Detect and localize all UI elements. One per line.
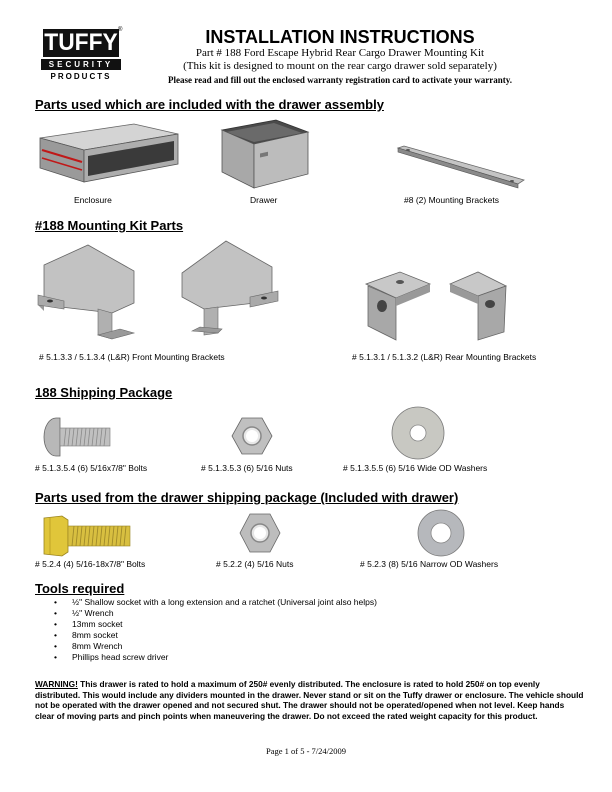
drawer-hex-nut-image	[238, 512, 282, 554]
mounting-bracket-8-image	[396, 144, 526, 190]
front-bracket-right-image	[180, 239, 280, 337]
note-line: (This kit is designed to mount on the rear cargo drawer sold separately)	[183, 60, 497, 72]
caption-front-brackets: # 5.1.3.3 / 5.1.3.4 (L&R) Front Mounting Brackets	[39, 352, 225, 362]
carriage-bolt-image	[42, 416, 114, 458]
caption-rear-brackets: # 5.1.3.1 / 5.1.3.2 (L&R) Rear Mounting Brackets	[352, 352, 537, 362]
list-item: • ½" Shallow socket with a long extension and a ratchet (Universal joint also helps)	[54, 597, 377, 608]
caption-mounting-brackets: #8 (2) Mounting Brackets	[404, 195, 499, 205]
hex-nut-image	[230, 416, 274, 456]
tuffy-logo	[41, 29, 121, 85]
logo-products: PRODUCTS	[50, 72, 112, 81]
hex-bolt-image	[42, 514, 132, 558]
caption-drawer-nuts: # 5.2.2 (4) 5/16 Nuts	[216, 559, 294, 569]
caption-shipping-washers: # 5.1.3.5.5 (6) 5/16 Wide OD Washers	[343, 463, 488, 473]
front-bracket-left-image	[36, 243, 136, 341]
logo-brand: TUFFY	[44, 29, 118, 56]
section-heading-shipping: 188 Shipping Package	[35, 385, 173, 400]
warranty-line: Please read and fill out the enclosed warranty registration card to activate your warranty.	[168, 75, 512, 85]
caption-drawer: Drawer	[250, 195, 278, 205]
caption-drawer-washers: # 5.2.3 (8) 5/16 Narrow OD Washers	[360, 559, 499, 569]
caption-shipping-bolts: # 5.1.3.5.4 (6) 5/16x7/8" Bolts	[35, 463, 148, 473]
tools-list	[54, 597, 377, 663]
enclosure-image	[38, 122, 180, 190]
list-item: • 8mm socket	[54, 630, 377, 641]
logo-registered-mark: ®	[118, 27, 123, 33]
rear-bracket-left-image	[360, 270, 434, 342]
section-heading-tools: Tools required	[35, 581, 125, 596]
list-item: • 13mm socket	[54, 619, 377, 630]
section-heading-included: Parts used which are included with the drawer assembly	[35, 97, 384, 112]
caption-shipping-nuts: # 5.1.3.5.3 (6) 5/16 Nuts	[201, 463, 293, 473]
page-footer: Page 1 of 5 - 7/24/2009	[265, 746, 347, 756]
section-heading-kit: #188 Mounting Kit Parts	[35, 218, 184, 233]
list-item: • Phillips head screw driver	[54, 652, 377, 663]
list-item: • 8mm Wrench	[54, 641, 377, 652]
warning-label: WARNING!	[35, 679, 78, 689]
page-title: INSTALLATION INSTRUCTIONS	[205, 27, 475, 47]
drawer-image	[220, 118, 310, 190]
caption-enclosure: Enclosure	[74, 195, 112, 205]
logo-security: SECURITY	[41, 59, 121, 70]
caption-drawer-bolts: # 5.2.4 (4) 5/16-18x7/8" Bolts	[35, 559, 146, 569]
rear-bracket-right-image	[448, 270, 508, 342]
warning-text: This drawer is rated to hold a maximum of 250# evenly distributed. The enclosure is rated to hold 250# on top evenly distributed. This would include any dividers mounted in the drawer. Never stand or sit on the Tuffy drawer or enclosure. The vehicle should not be operated with the drawer opened and not secured shut. The drawer should not be operated/opened when not level. Keep hands clear of moving parts and pinch points when maneuvering the drawer. Do not exceed the rated weight capacity for this product.	[35, 679, 584, 721]
part-line: Part # 188 Ford Escape Hybrid Rear Cargo Drawer Mounting Kit	[195, 47, 485, 59]
wide-washer-image	[390, 405, 446, 461]
list-item: • ½" Wrench	[54, 608, 377, 619]
narrow-washer-image	[416, 508, 466, 558]
section-heading-drawer-package: Parts used from the drawer shipping package (Included with drawer)	[35, 490, 459, 505]
warning-paragraph	[35, 679, 585, 721]
